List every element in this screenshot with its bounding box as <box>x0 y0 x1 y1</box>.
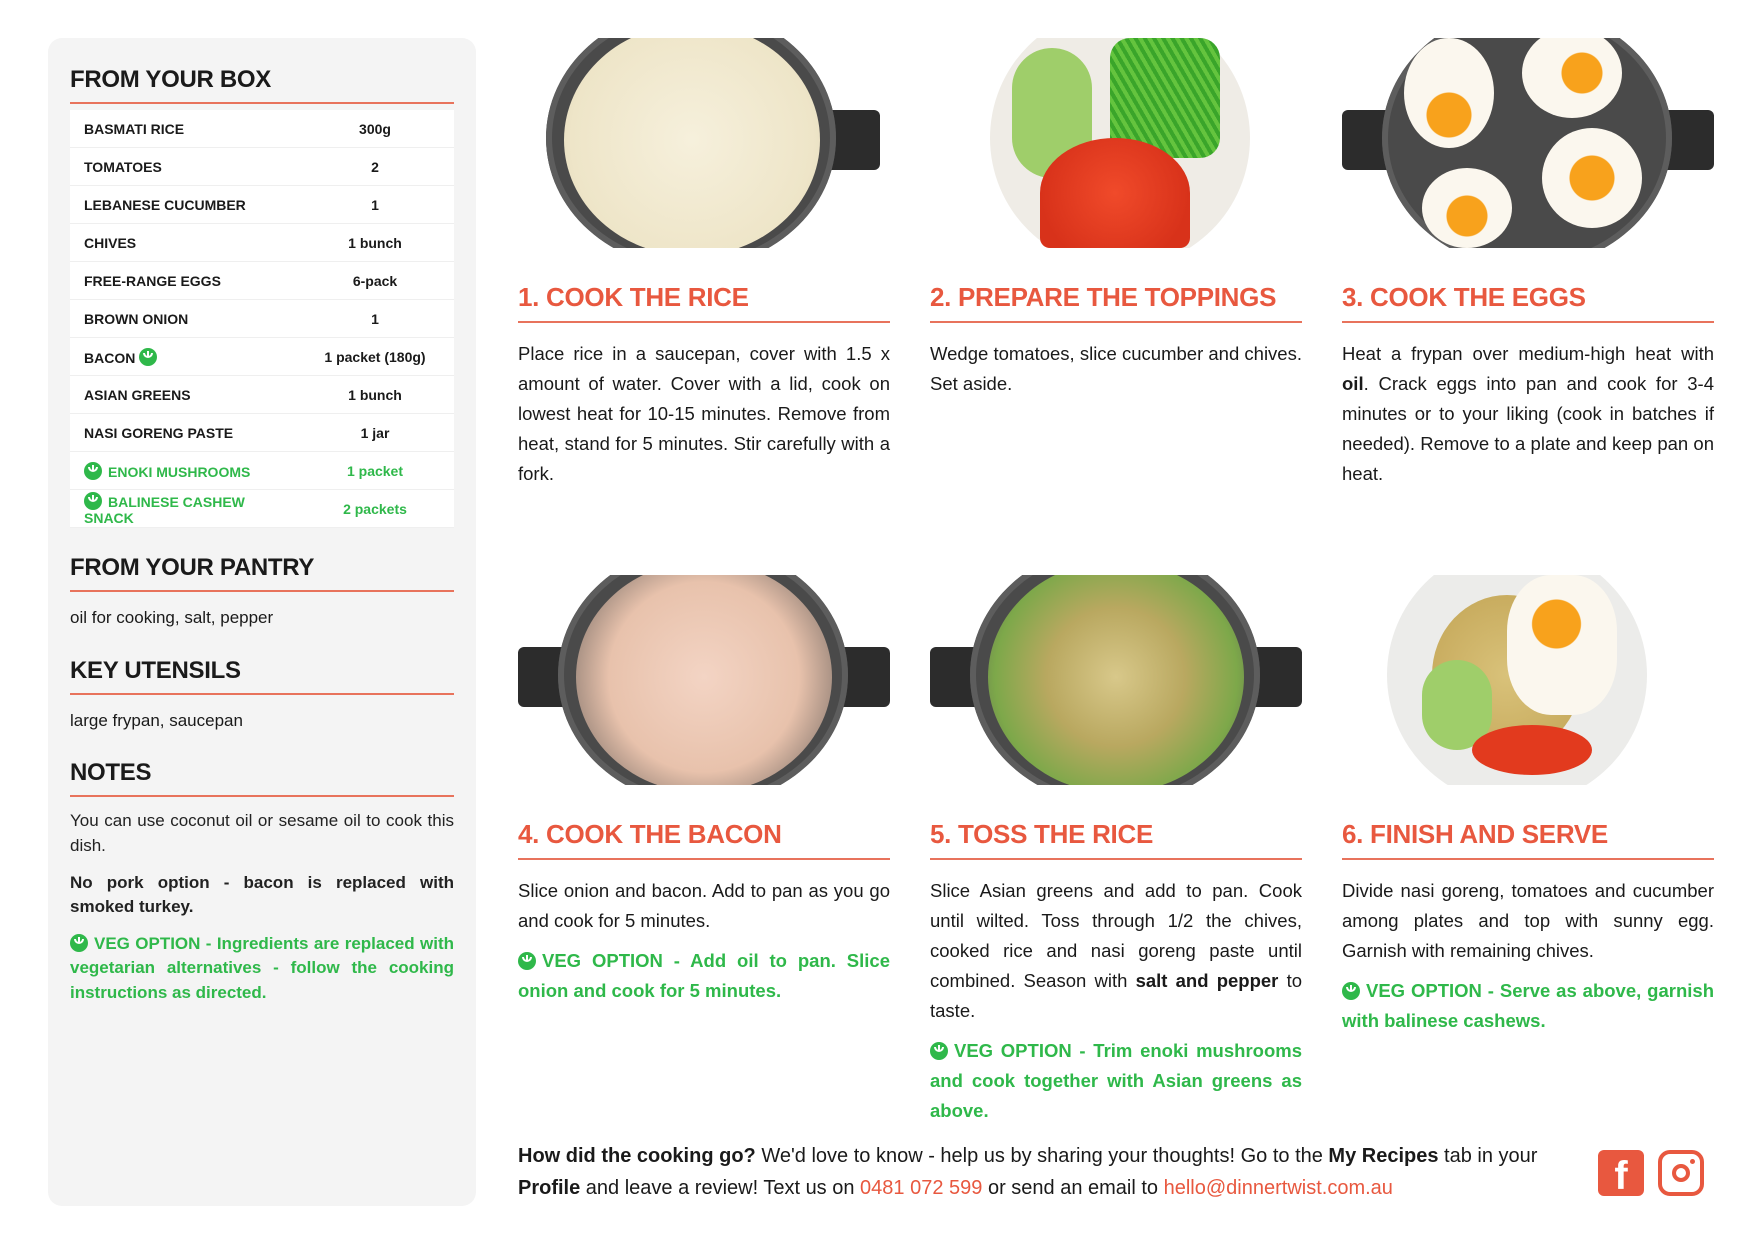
veg-leaf-icon <box>930 1042 948 1060</box>
table-row <box>70 186 454 224</box>
ingredient-cell <box>70 338 296 376</box>
ingredient-name: BACON <box>84 349 136 366</box>
facebook-icon[interactable]: f <box>1598 1150 1644 1196</box>
ingredient-name: BROWN ONION <box>70 300 296 338</box>
step-title: 2. PREPARE THE TOPPINGS <box>930 282 1302 323</box>
utensils-section <box>70 657 454 734</box>
fried-egg <box>1404 38 1494 148</box>
ingredient-name: ENOKI MUSHROOMS <box>108 463 251 480</box>
sidebar <box>48 38 476 1206</box>
served-plate-photo <box>1342 575 1714 785</box>
ingredient-name: FREE-RANGE EGGS <box>70 262 296 300</box>
step-veg-text: VEG OPTION - Trim enoki mushrooms and cook together with Asian greens as above. <box>930 1039 1302 1121</box>
phone-link[interactable]: 0481 072 599 <box>860 1177 983 1199</box>
ingredient-qty: 1 jar <box>296 414 454 452</box>
step-title: 6. FINISH AND SERVE <box>1342 819 1714 860</box>
step-title: 1. COOK THE RICE <box>518 282 890 323</box>
bacon-pan-photo <box>518 575 890 785</box>
step-veg-text: VEG OPTION - Serve as above, garnish with balinese cashews. <box>1342 979 1714 1031</box>
step-veg-option <box>518 946 890 1006</box>
ingredient-qty: 1 <box>296 300 454 338</box>
ingredient-qty: 1 packet (180g) <box>296 338 454 376</box>
ingredient-name: TOMATOES <box>70 148 296 186</box>
tomato-wedges <box>1040 138 1190 248</box>
step-title: 3. COOK THE EGGS <box>1342 282 1714 323</box>
note-3 <box>70 932 454 1006</box>
note-1: You can use coconut oil or sesame oil to cook this dish. <box>70 811 454 855</box>
step-veg-option <box>1342 976 1714 1036</box>
table-row <box>70 490 454 528</box>
pantry-title: FROM YOUR PANTRY <box>70 554 454 592</box>
step-5 <box>930 575 1302 1126</box>
note-3-text: VEG OPTION - Ingredients are replaced with vegetarian alternatives - follow the cooking instructions as directed. <box>70 933 454 1003</box>
step-1 <box>518 38 890 489</box>
step-text-bold: salt and pepper <box>1135 969 1279 991</box>
instagram-icon[interactable] <box>1658 1150 1704 1196</box>
step-text-part: Heat a frypan over medium-high heat with <box>1342 343 1714 364</box>
step-text: Place rice in a saucepan, cover with 1.5 x amount of water. Cover with a lid, cook on lowest heat for 10-15 minutes. Remove from heat, stand for 5 minutes. Stir carefully with a fork. <box>518 343 890 484</box>
footer-question: How did the cooking go? <box>518 1145 756 1167</box>
feedback-footer <box>518 1140 1578 1204</box>
step-4 <box>518 575 890 1006</box>
step-text <box>1342 339 1714 489</box>
tomato-wedges <box>1472 725 1592 775</box>
step-text: Wedge tomatoes, slice cucumber and chives. Set aside. <box>930 343 1302 394</box>
ingredient-qty: 1 packet <box>296 452 454 490</box>
fried-egg <box>1422 168 1512 248</box>
ingredient-name: ASIAN GREENS <box>70 376 296 414</box>
veg-leaf-icon <box>139 348 157 366</box>
step-text-part: Slice Asian greens and add to pan. Cook until wilted. Toss through 1/2 the chives, cooked rice and nasi goreng paste until combined. Season with <box>930 880 1302 991</box>
rice-pot-photo <box>518 38 890 248</box>
step-6 <box>1342 575 1714 1036</box>
veg-leaf-icon <box>84 492 102 510</box>
ingredient-name: CHIVES <box>70 224 296 262</box>
ingredient-qty: 300g <box>296 110 454 148</box>
veg-leaf-icon <box>84 462 102 480</box>
ingredient-qty: 2 <box>296 148 454 186</box>
step-text: Divide nasi goreng, tomatoes and cucumber among plates and top with sunny egg. Garnish with remaining chives. <box>1342 880 1714 961</box>
ingredient-name: LEBANESE CUCUMBER <box>70 186 296 224</box>
footer-text: We'd love to know - help us by sharing your thoughts! Go to the <box>755 1145 1329 1167</box>
ingredient-qty: 1 <box>296 186 454 224</box>
step-title: 4. COOK THE BACON <box>518 819 890 860</box>
veg-leaf-icon <box>518 952 536 970</box>
veg-leaf-icon <box>70 934 88 952</box>
toss-rice-photo <box>930 575 1302 785</box>
table-row <box>70 224 454 262</box>
table-row <box>70 376 454 414</box>
step-veg-option <box>930 1036 1302 1126</box>
step-text-part: . Crack eggs into pan and cook for 3-4 minutes or to your liking (cook in batches if needed). Remove to a plate and keep pan on heat. <box>1342 372 1714 484</box>
veg-leaf-icon <box>1342 982 1360 1000</box>
table-row <box>70 300 454 338</box>
step-text <box>930 876 1302 1026</box>
ingredient-name: BALINESE CASHEW SNACK <box>84 493 245 526</box>
ingredient-name: NASI GORENG PASTE <box>70 414 296 452</box>
ingredient-qty: 1 bunch <box>296 224 454 262</box>
notes-section <box>70 759 454 1005</box>
table-row <box>70 148 454 186</box>
box-title: FROM YOUR BOX <box>70 66 454 104</box>
toppings-plate-photo <box>930 38 1302 248</box>
notes-title: NOTES <box>70 759 454 797</box>
step-text-part: to taste. <box>930 969 1303 1021</box>
footer-text: tab in your <box>1438 1145 1538 1167</box>
table-row <box>70 414 454 452</box>
email-link[interactable]: hello@dinnertwist.com.au <box>1163 1177 1393 1199</box>
footer-bold: My Recipes <box>1328 1145 1439 1167</box>
eggs-pan-photo <box>1342 38 1714 248</box>
ingredient-cell <box>70 452 296 490</box>
footer-text: and leave a review! Text us on <box>580 1177 861 1199</box>
table-row <box>70 262 454 300</box>
utensils-title: KEY UTENSILS <box>70 657 454 695</box>
ingredient-qty: 2 packets <box>296 490 454 528</box>
footer-bold: Profile <box>518 1177 581 1199</box>
table-row <box>70 110 454 148</box>
pantry-text: oil for cooking, salt, pepper <box>70 608 274 627</box>
fried-egg <box>1542 128 1642 228</box>
ingredient-qty: 1 bunch <box>296 376 454 414</box>
step-title: 5. TOSS THE RICE <box>930 819 1302 860</box>
fried-rice-fill <box>988 575 1244 785</box>
table-row <box>70 338 454 376</box>
bacon-onion-fill <box>576 575 832 785</box>
ingredient-name: BASMATI RICE <box>70 110 296 148</box>
ingredient-cell <box>70 490 296 528</box>
pantry-section <box>70 554 454 631</box>
step-veg-text: VEG OPTION - Add oil to pan. Slice onion and cook for 5 minutes. <box>518 949 890 1001</box>
sunny-egg <box>1507 575 1617 715</box>
step-text-bold: oil <box>1342 372 1364 394</box>
step-3 <box>1342 38 1714 489</box>
footer-text: or send an email to <box>982 1177 1164 1199</box>
step-text: Slice onion and bacon. Add to pan as you go and cook for 5 minutes. <box>518 880 890 931</box>
note-2: No pork option - bacon is replaced with smoked turkey. <box>70 872 454 917</box>
rice-fill <box>564 38 820 248</box>
ingredient-qty: 6-pack <box>296 262 454 300</box>
step-2 <box>930 38 1302 399</box>
table-row <box>70 452 454 490</box>
ingredients-table <box>70 110 454 528</box>
utensils-text: large frypan, saucepan <box>70 710 243 730</box>
